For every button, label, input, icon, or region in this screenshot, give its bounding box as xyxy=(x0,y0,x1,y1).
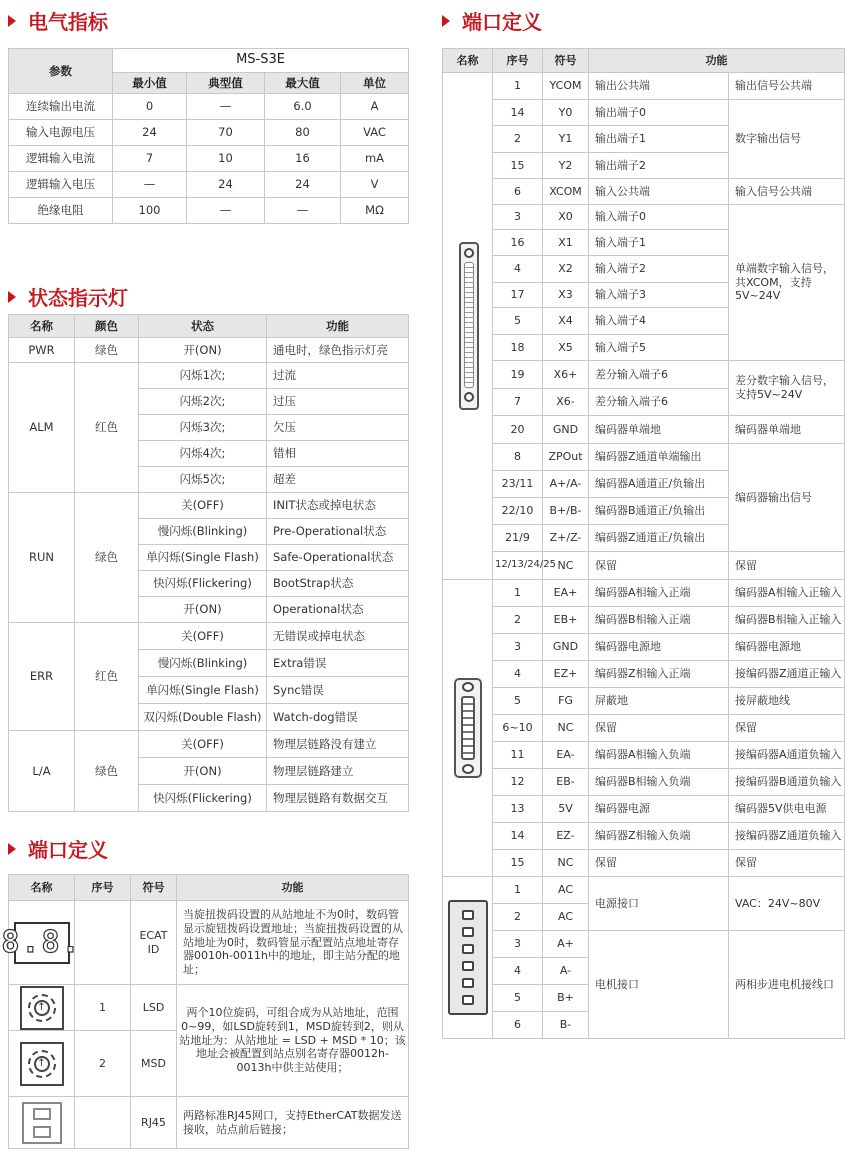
db25-connector xyxy=(443,73,493,580)
param-header: 参数 xyxy=(9,49,113,94)
terminal-block-connector xyxy=(443,877,493,1039)
led-name-err: ERR xyxy=(9,623,75,731)
db25-icon xyxy=(451,242,485,410)
section-title-status-led: 状态指示灯 xyxy=(8,282,128,311)
table-row: 输入电源电压 24 70 80 VAC xyxy=(9,120,409,146)
db15-icon xyxy=(448,678,488,778)
port-right-table: 名称 序号 符号 功能 1 YCOM 输出公共端 输出信号公共端 14 Y0 输出端子0 数字输出信号 2 Y1 输出端子1 15 Y2 输出端子2 6 XCOM 输入公共端 输入信号公共端 3 X0 输入端子0 单端数字输入信号，共XCOM，支持5V~24V 16 X1 输入端子1 4 X2 输入端子2 17 X3 输入端子3 5 X4 输入端子4 18 X5 输入端子5 19 X6+ 差分输入端子6 差分数字输入信号，支持5V~24V 7 X6- 差分输入端子6 20 GND 编码器单端地 编码器单端地 8 ZPOut 编码器Z通道单端输出 编码器输出信号 23/11 A+/A- 编码器A通道正/负输出 22/10 B+/B- 编码器B通道正/负输出 21/9 Z+/Z- 编码器Z通道正/负输出 12/13/24/25 NC 保留 保留 1 EA+ 编码器A相输入正端 编码器A相输入正输入 2 EB+ 编码器B相输入正端 编码器B相输入正输入 3 GND 编码器电源地 编码器电源地 4 EZ+ 编码器Z相输入正端 接编码器Z通道正输入 5 FG 屏蔽地 接屏蔽地线 6~10 NC 保留 保留 11 EA- 编码器A相输入负端 接编码器A通道负输入 12 EB- 编码器B相输入负端 接编码器B通道负输入 13 5V 编码器电源 编码器5V供电电源 14 EZ- 编码器Z相输入负端 接编码器Z通道负输入 15 NC 保留 保留 1 AC 电源接口 VAC：24V~80V 2 AC 3 A+ 电机接口 两相步进电机接线口 4 A- 5 B+ 6 B- xyxy=(442,48,845,1039)
terminal-6-icon xyxy=(448,900,488,1015)
col-min: 最小值 xyxy=(113,73,187,94)
led-name-alm: ALM xyxy=(9,363,75,493)
table-row: 逻辑输入电压 — 24 24 V xyxy=(9,172,409,198)
db15-connector xyxy=(443,580,493,877)
rj45-port-icon xyxy=(22,1102,62,1144)
model-header: MS-S3E xyxy=(113,49,409,73)
col-max: 最大值 xyxy=(265,73,341,94)
rotary-switch-lsd-icon: ↑ xyxy=(20,986,64,1030)
triangle-bullet-icon xyxy=(8,15,16,27)
triangle-bullet-icon xyxy=(442,15,450,27)
table-row: 连续输出电流 0 — 6.0 A xyxy=(9,94,409,120)
section-title-port-right: 端口定义 xyxy=(442,6,542,35)
rotary-switch-msd-icon: ↑ xyxy=(20,1042,64,1086)
triangle-bullet-icon xyxy=(8,291,16,303)
section-title-port-left: 端口定义 xyxy=(8,834,108,863)
electrical-table xyxy=(8,48,409,224)
table-row: 逻辑输入电流 7 10 16 mA xyxy=(9,146,409,172)
table-row: 绝缘电阻 100 — — MΩ xyxy=(9,198,409,224)
col-typ: 典型值 xyxy=(187,73,265,94)
port-left-table: 名称 序号 符号 功能 8.8. ECAT ID 当旋扭拨码设置的从站地址不为0时，数码管显示旋钮拨码设置地址；当旋扭拨码设置的从站地址为0时，数码管显示配置站点地址寄存器0010h-0011h中的地址，即主站分配的地址； ↑ 1 LSD 两个10位旋码，可组合成为从站地址，范围0~99，如LSD旋转到1，MSD旋转到2，则从站地址为：从站地址 = LSD + MSD * 10；该地址会被配置到站点别名寄存器0012h-0013h中供主站使用； ↑ 2 MSD RJ45 两路标准RJ45网口，支持EtherCAT数据发送接收，站点前后链接； xyxy=(8,874,409,1149)
seven-segment-display-icon: 8.8. xyxy=(14,922,70,964)
led-name-la: L/A xyxy=(9,731,75,812)
col-unit: 单位 xyxy=(341,73,409,94)
status-led-table: 名称 颜色 状态 功能 PWR 绿色 开(ON) 通电时，绿色指示灯亮 ALM 红色 闪烁1次; 过流 闪烁2次; 过压 闪烁3次; 欠压 闪烁4次; 错相 闪烁5次; 超差 RUN 绿色 关(OFF) INIT状态或掉电状态 慢闪烁(Blinking) Pre-Operational状态 单闪烁(Single Flash) Safe-Operational状态 快闪烁(Flickering) BootStrap状态 开(ON) Operational状态 ERR 红色 关(OFF) 无错误或掉电状态 慢闪烁(Blinking) Extra错误 单闪烁(Single Flash) Sync错误 双闪烁(Double Flash) Watch-dog错误 L/A 绿色 关(OFF) 物理层链路没有建立 开(ON) 物理层链路建立 快闪烁(Flickering) 物理层链路有数据交互 xyxy=(8,314,409,812)
led-name-run: RUN xyxy=(9,493,75,623)
led-row-pwr: PWR 绿色 开(ON) 通电时，绿色指示灯亮 xyxy=(9,338,409,363)
section-title-electrical: 电气指标 xyxy=(8,6,108,35)
triangle-bullet-icon xyxy=(8,843,16,855)
